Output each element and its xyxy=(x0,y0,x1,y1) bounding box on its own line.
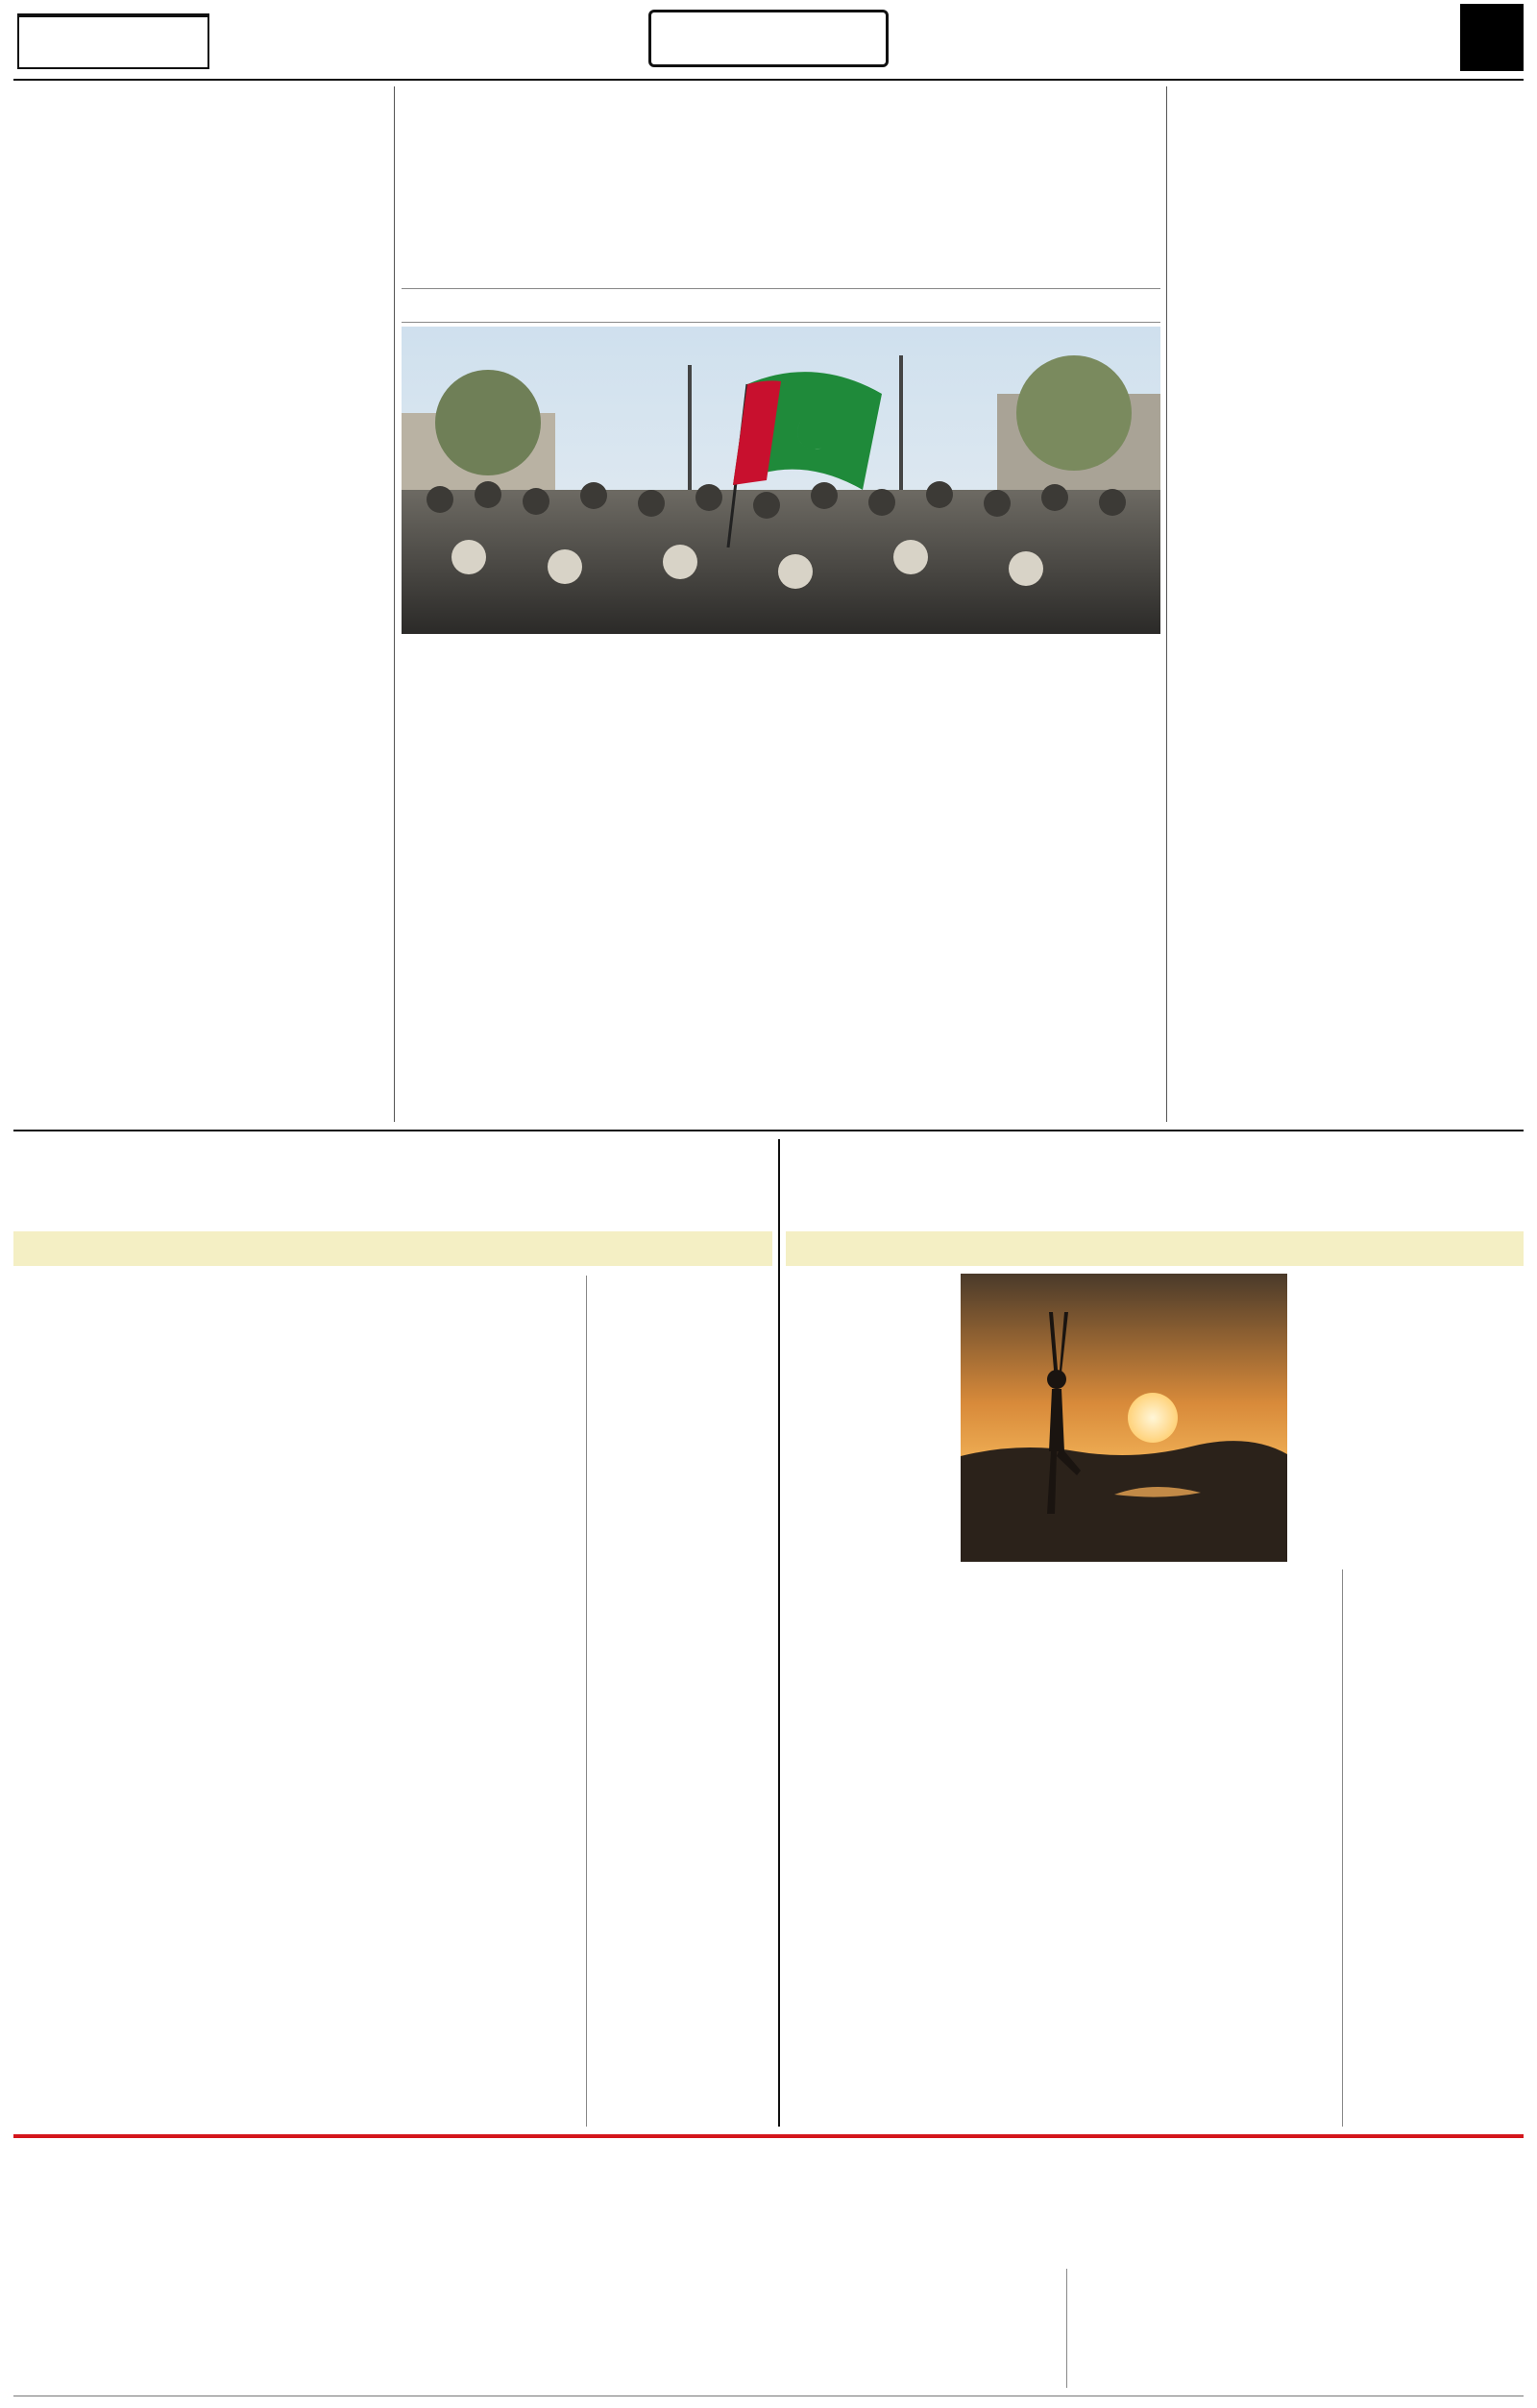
rally-photo-svg xyxy=(402,327,1160,634)
deen-subhead xyxy=(13,1231,772,1266)
lead-author xyxy=(1174,100,1524,129)
lead-photo-rally xyxy=(402,327,1160,634)
deen-headline xyxy=(13,1139,772,1226)
lead-body-left xyxy=(13,86,388,1122)
red-separator xyxy=(13,2134,1524,2138)
syria-headline xyxy=(786,1139,1524,1226)
header-rule xyxy=(13,79,1524,81)
column-divider xyxy=(394,86,395,1122)
social-body-left xyxy=(13,2146,234,2386)
syria-body-top-left xyxy=(786,1274,955,1562)
lead-subhead xyxy=(402,288,1160,323)
section-rule xyxy=(13,1130,1524,1131)
lead-body-under-photo xyxy=(402,642,1160,1122)
date-box xyxy=(17,13,209,69)
page-number xyxy=(1460,4,1524,71)
syria-body-top-right xyxy=(1295,1389,1524,1562)
syria-author xyxy=(1295,1354,1524,1383)
date-english xyxy=(19,15,207,17)
section-title xyxy=(648,10,889,67)
newspaper-logo xyxy=(1249,4,1451,73)
lead-headline xyxy=(402,115,1160,240)
deen-body xyxy=(13,1276,772,2127)
lead-body-right xyxy=(1174,134,1524,1122)
social-body-right xyxy=(1278,2177,1524,2388)
syria-body xyxy=(786,1569,1524,2127)
column-divider xyxy=(1166,86,1167,1122)
syria-subhead xyxy=(786,1231,1524,1266)
column-divider xyxy=(778,1139,780,2127)
syria-photo-yoga xyxy=(961,1274,1287,1562)
social-author xyxy=(1316,2144,1524,2173)
yoga-photo-svg xyxy=(961,1274,1287,1562)
social-headline xyxy=(240,2157,1268,2263)
lead-email-line xyxy=(13,1095,388,1118)
social-body-center xyxy=(240,2269,1268,2388)
masthead xyxy=(0,0,1537,75)
